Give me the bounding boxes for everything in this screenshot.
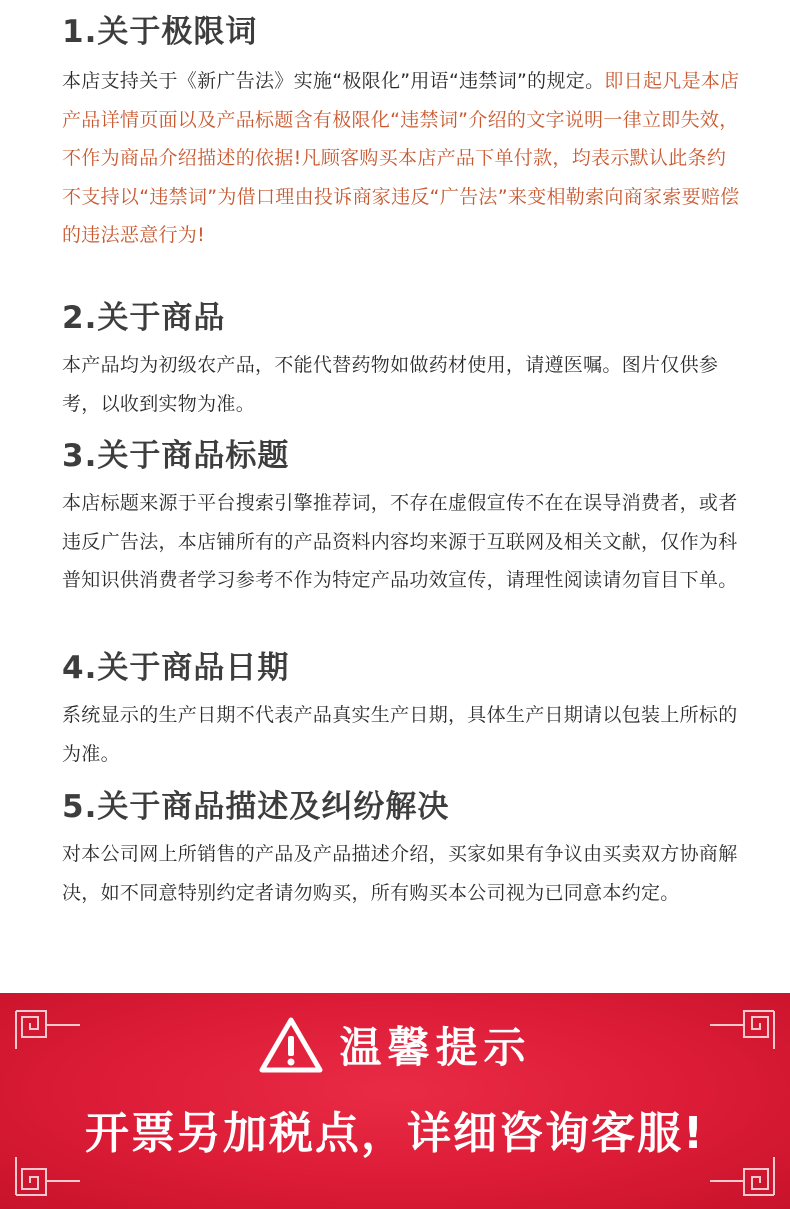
section-extreme-words [62, 12, 742, 255]
notice-banner [0, 993, 790, 1209]
warning-text: 即日起凡是本店产品详情页面以及产品标题含有极限化“违禁词”介绍的文字说明一律立即失效，不作为商品介绍描述的依据!凡顾客购买本店产品下单付款，均表示默认此条约不支持以“违禁词”为借口理由投诉商家违反“广告法”来变相勒索向商家索要赔偿的违法恶意行为! [62, 70, 740, 246]
section-heading: 1.关于极限词 [62, 14, 258, 50]
section-text: 本产品均为初级农产品，不能代替药物如做药材使用，请遵医嘱。图片仅供参考，以收到实物为准。 [62, 354, 719, 415]
section-text: 对本公司网上所销售的产品及产品描述介绍，买家如果有争议由买卖双方协商解决，如不同意特别约定者请勿购买，所有购买本公司视为已同意本约定。 [62, 843, 738, 904]
section-product-title [62, 436, 742, 600]
section-product [62, 298, 742, 423]
banner-subtitle: 开票另加税点，详细咨询客服! [84, 1108, 706, 1159]
banner-title-row [0, 1015, 790, 1077]
intro-text: 本店支持关于《新广告法》实施“极限化”用语“违禁词”的规定。 [62, 70, 605, 92]
section-text: 本店标题来源于平台搜索引擎推荐词，不存在虚假宣传不在在误导消费者，或者违反广告法，本店铺所有的产品资料内容均来源于互联网及相关文献，仅作为科普知识供消费者学习参考不作为特定产品功效宣传，请理性阅读请勿盲目下单。 [62, 492, 738, 591]
corner-ornament-bottom-right [708, 1155, 778, 1199]
banner-title: 温馨提示 [339, 1023, 532, 1072]
section-heading: 5.关于商品描述及纠纷解决 [62, 789, 450, 825]
section-heading: 2.关于商品 [62, 300, 226, 336]
section-text: 系统显示的生产日期不代表产品真实生产日期，具体生产日期请以包装上所标的为准。 [62, 704, 738, 765]
corner-ornament-bottom-left [12, 1155, 82, 1199]
warning-triangle-icon [258, 1016, 324, 1074]
section-dispute [62, 787, 742, 912]
section-heading: 3.关于商品标题 [62, 438, 290, 474]
section-text [62, 62, 742, 255]
section-heading: 4.关于商品日期 [62, 650, 290, 686]
section-product-date [62, 648, 742, 773]
